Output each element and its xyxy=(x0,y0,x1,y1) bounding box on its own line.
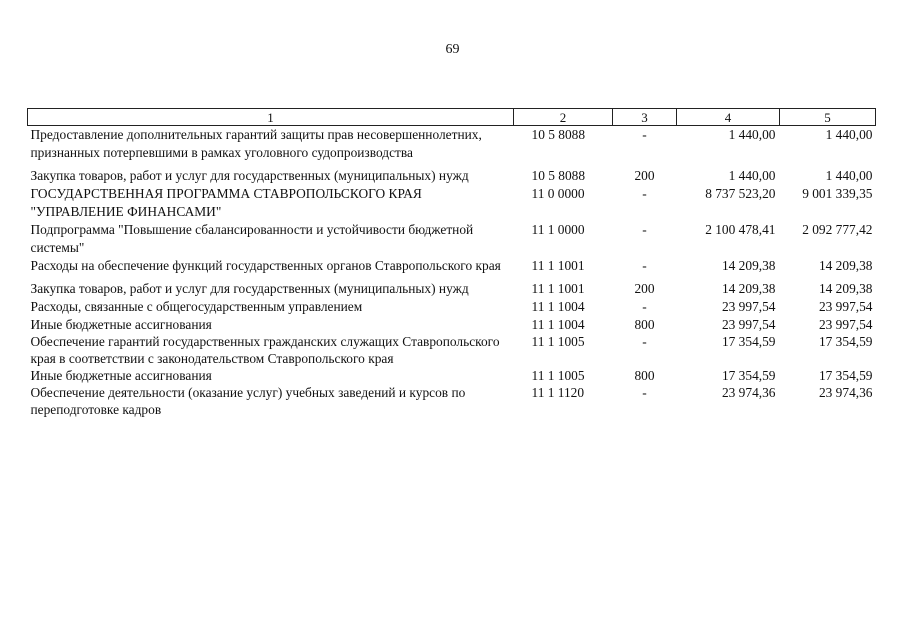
row-value-year2: 17 354,59 xyxy=(818,368,873,383)
row-value-year1: 17 354,59 xyxy=(721,368,776,383)
row-code: 10 5 8088 xyxy=(531,168,586,183)
table-row xyxy=(28,162,876,185)
row-name: Обеспечение деятельности (оказание услуг) учебных заведений и курсов по переподготовке кадров xyxy=(30,385,466,417)
row-value-year1: 23 997,54 xyxy=(721,299,776,314)
table-row xyxy=(28,126,876,163)
row-value-year2: 17 354,59 xyxy=(818,334,873,349)
row-name: Иные бюджетные ассигнования xyxy=(30,317,212,332)
row-type: - xyxy=(642,299,647,314)
row-type: - xyxy=(642,334,647,349)
table-row xyxy=(28,333,876,367)
row-code: 11 0 0000 xyxy=(531,186,585,201)
row-value-year2: 1 440,00 xyxy=(825,127,873,142)
row-value-year2: 23 974,36 xyxy=(818,385,873,400)
table-row xyxy=(28,257,876,275)
row-code: 11 1 1004 xyxy=(531,317,585,332)
row-code: 11 1 1120 xyxy=(531,385,585,400)
row-value-year2: 23 997,54 xyxy=(818,317,873,332)
row-type: - xyxy=(642,258,647,273)
row-name: Предоставление дополнительных гарантий защиты прав несовершеннолетних, признанных потерпевшими в рамках уголовного судопроизводства xyxy=(30,127,482,160)
row-code: 11 1 1001 xyxy=(531,258,585,273)
row-type: - xyxy=(642,127,647,142)
row-code: 11 1 1005 xyxy=(531,334,585,349)
row-value-year1: 2 100 478,41 xyxy=(705,222,776,237)
header-row xyxy=(28,109,876,126)
row-value-year1: 17 354,59 xyxy=(721,334,776,349)
row-value-year1: 8 737 523,20 xyxy=(705,186,776,201)
row-value-year1: 1 440,00 xyxy=(728,127,776,142)
table-row xyxy=(28,298,876,316)
row-code: 11 1 1001 xyxy=(531,281,585,296)
table-row xyxy=(28,316,876,333)
row-value-year1: 14 209,38 xyxy=(721,258,776,273)
row-type: - xyxy=(642,186,647,201)
row-value-year2: 23 997,54 xyxy=(818,299,873,314)
row-value-year2: 1 440,00 xyxy=(825,168,873,183)
table-row xyxy=(28,367,876,384)
row-code: 11 1 1004 xyxy=(531,299,585,314)
row-type: 800 xyxy=(634,368,655,383)
row-value-year1: 14 209,38 xyxy=(721,281,776,296)
row-name: Расходы на обеспечение функций государственных органов Ставропольского края xyxy=(30,258,501,273)
table-row xyxy=(28,185,876,221)
row-name: Обеспечение гарантий государственных гражданских служащих Ставропольского края в соответствии с законодательством Ставропольского края xyxy=(30,334,500,366)
row-type: - xyxy=(642,385,647,400)
row-code: 10 5 8088 xyxy=(531,127,586,142)
row-value-year2: 2 092 777,42 xyxy=(802,222,873,237)
page-number: 69 xyxy=(445,42,460,57)
table-row xyxy=(28,275,876,298)
column-header-1: 1 xyxy=(28,109,514,126)
row-code: 11 1 1005 xyxy=(531,368,585,383)
row-type: 800 xyxy=(634,317,655,332)
row-value-year2: 9 001 339,35 xyxy=(802,186,873,201)
row-name: Закупка товаров, работ и услуг для государственных (муниципальных) нужд xyxy=(30,281,469,296)
row-name: Иные бюджетные ассигнования xyxy=(30,368,212,383)
table-row xyxy=(28,221,876,257)
column-header-4: 4 xyxy=(677,109,780,126)
row-value-year1: 23 997,54 xyxy=(721,317,776,332)
row-name: ГОСУДАРСТВЕННАЯ ПРОГРАММА СТАВРОПОЛЬСКОГО КРАЯ "УПРАВЛЕНИЕ ФИНАНСАМИ" xyxy=(30,186,422,219)
row-value-year1: 1 440,00 xyxy=(728,168,776,183)
column-header-5: 5 xyxy=(780,109,876,126)
budget-table xyxy=(27,108,876,418)
row-name: Закупка товаров, работ и услуг для государственных (муниципальных) нужд xyxy=(30,168,469,183)
row-type: - xyxy=(642,222,647,237)
table-row xyxy=(28,384,876,418)
row-type: 200 xyxy=(634,281,655,296)
row-value-year1: 23 974,36 xyxy=(721,385,776,400)
row-value-year2: 14 209,38 xyxy=(818,281,873,296)
row-value-year2: 14 209,38 xyxy=(818,258,873,273)
row-type: 200 xyxy=(634,168,655,183)
row-code: 11 1 0000 xyxy=(531,222,585,237)
column-header-3: 3 xyxy=(613,109,677,126)
row-name: Подпрограмма "Повышение сбалансированности и устойчивости бюджетной системы" xyxy=(30,222,474,255)
column-header-2: 2 xyxy=(514,109,613,126)
row-name: Расходы, связанные с общегосударственным управлением xyxy=(30,299,363,314)
